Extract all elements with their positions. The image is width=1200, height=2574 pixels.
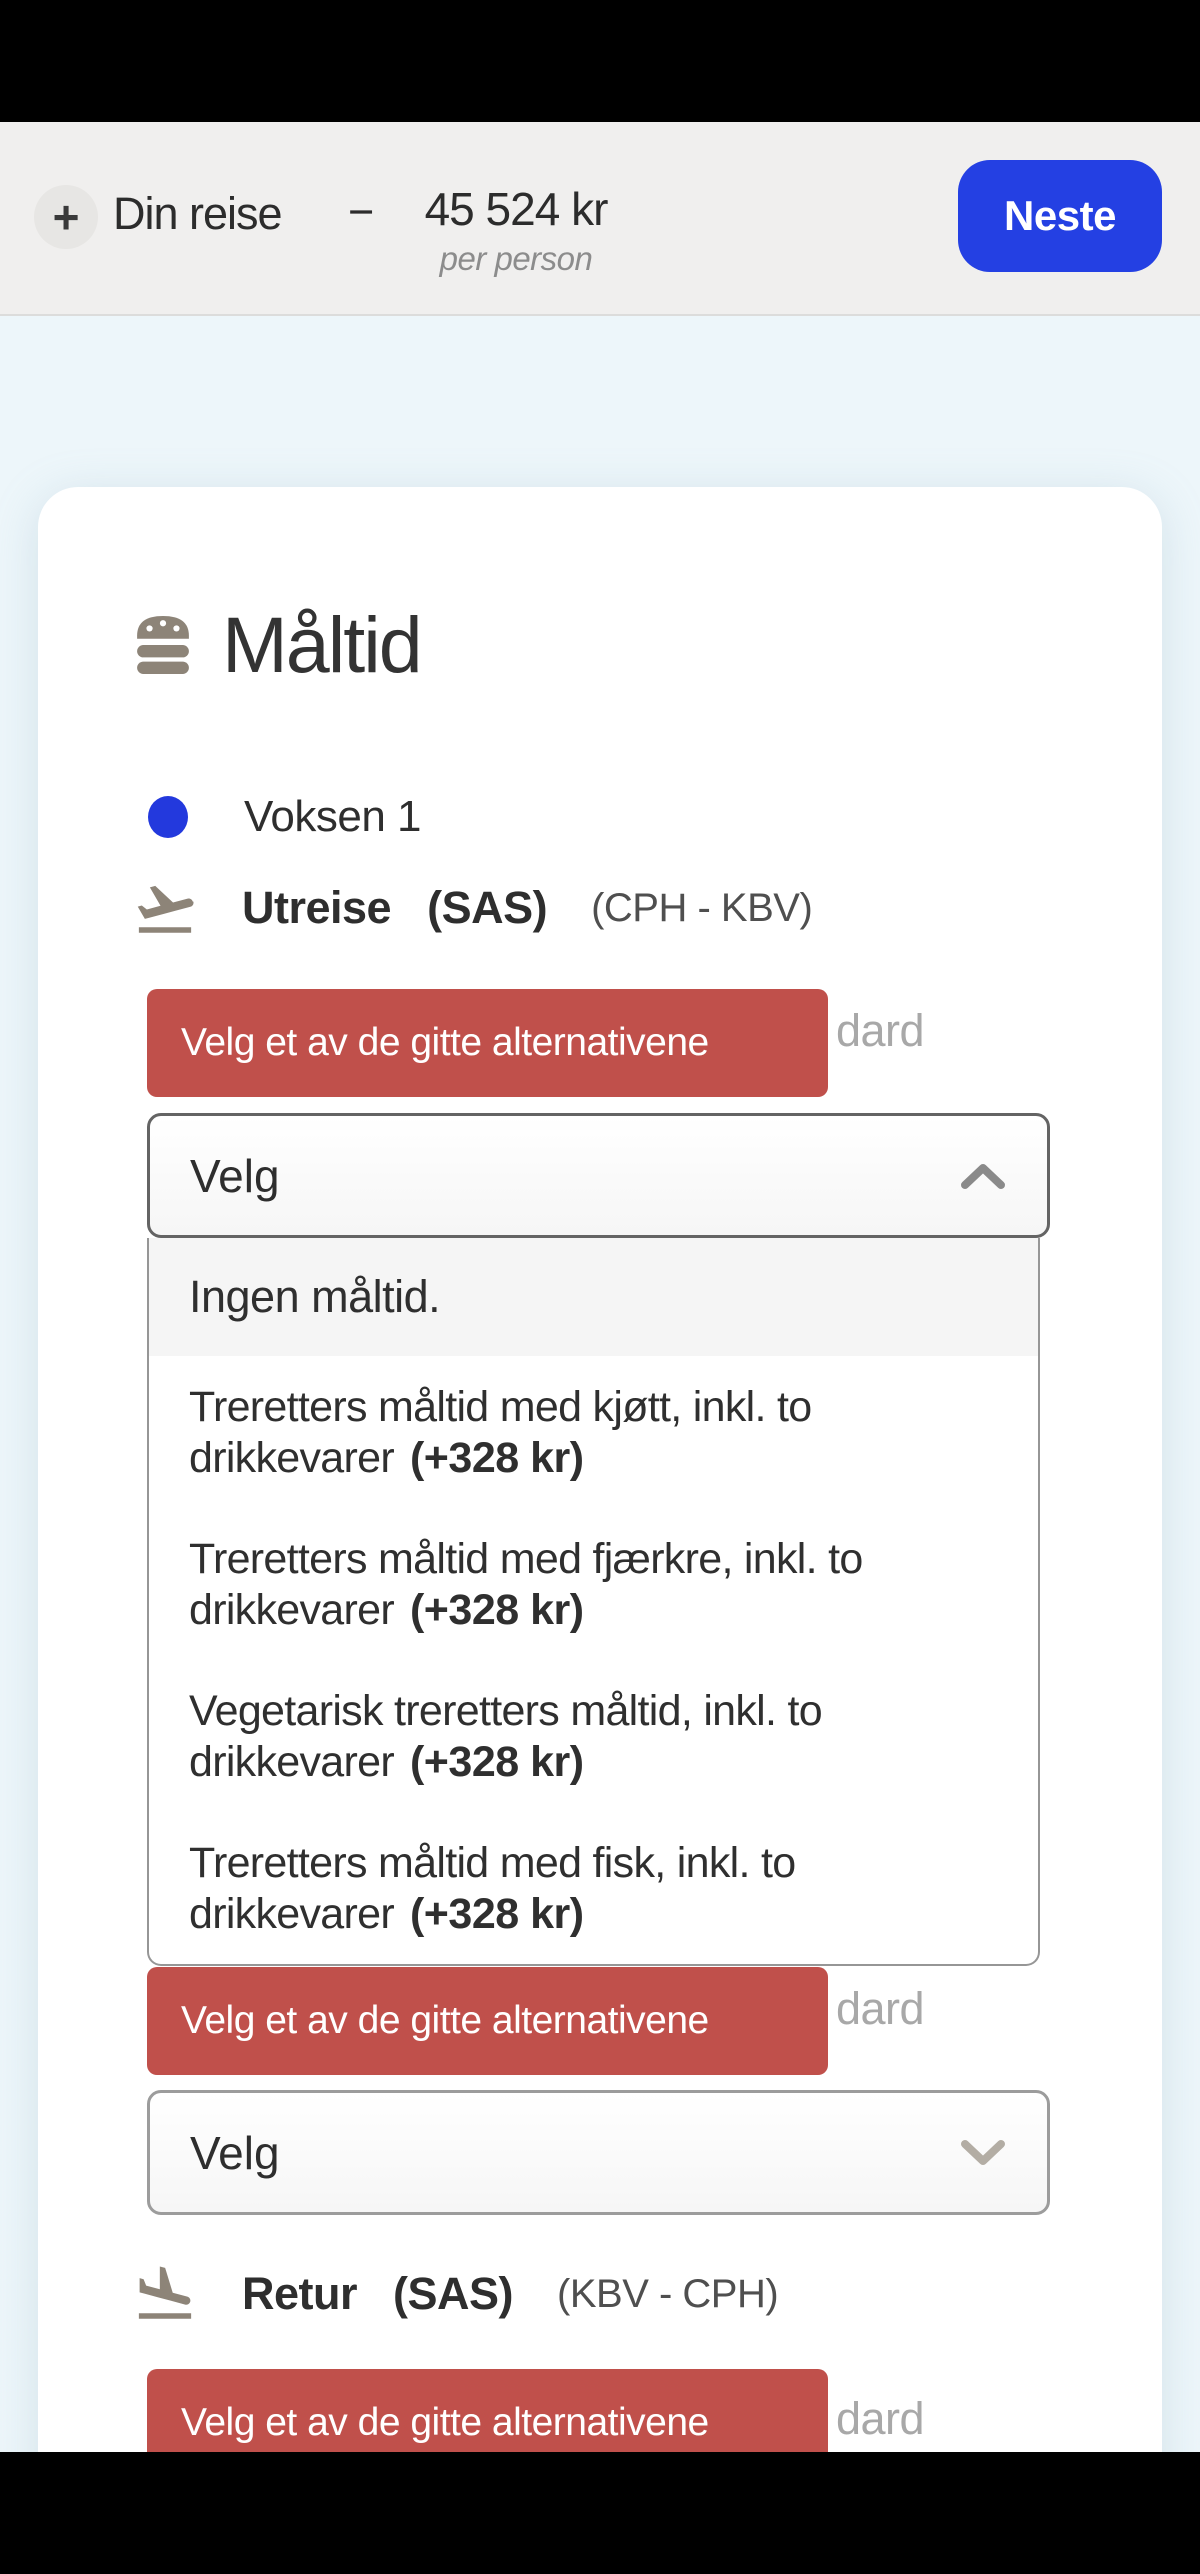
return-carrier: (SAS) [393, 2268, 514, 2319]
status-bar-top [0, 0, 1200, 122]
option-price: (+328 kr) [409, 1586, 584, 1634]
price-separator: − [348, 186, 375, 237]
trip-price-block [398, 182, 634, 278]
option-price: (+328 kr) [409, 1890, 584, 1938]
obscured-label-outbound-1: dard [836, 1005, 925, 1056]
return-label: Retur [242, 2268, 358, 2319]
option-line1: Vegetarisk treretters måltid, inkl. to [189, 1687, 822, 1735]
option-price: (+328 kr) [409, 1434, 584, 1482]
chevron-down-icon [959, 2138, 1007, 2168]
flight-landing-icon [132, 2261, 198, 2327]
return-route: (KBV - CPH) [557, 2271, 779, 2316]
select-value: Velg [190, 2126, 280, 2179]
passenger-bullet-icon [148, 796, 188, 838]
obscured-label-return-1: dard [836, 2393, 925, 2444]
chevron-up-icon [959, 1161, 1007, 1191]
trip-price: 45 524 kr [424, 183, 608, 235]
next-button-label: Neste [1004, 192, 1116, 239]
flight-takeoff-icon [132, 875, 198, 941]
passenger-row [148, 787, 421, 847]
meal-option-vegetarian[interactable] [149, 1660, 1038, 1812]
price-per-person-note: per person [439, 240, 593, 277]
meal-option-meat[interactable] [149, 1356, 1038, 1508]
option-line2: drikkevarer (+328 kr) [189, 1738, 584, 1786]
option-line2: drikkevarer (+328 kr) [189, 1434, 584, 1482]
error-badge-outbound-1: Velg et av de gitte alternativene [147, 989, 828, 1097]
burger-icon [134, 613, 192, 677]
status-bar-bottom [0, 2452, 1200, 2574]
option-line1: Treretters måltid med fisk, inkl. to [189, 1839, 796, 1887]
meal-option-poultry[interactable] [149, 1508, 1038, 1660]
outbound-label: Utreise [242, 882, 392, 933]
select-value: Velg [190, 1149, 280, 1202]
plus-icon: + [52, 191, 80, 243]
page-title: Måltid [222, 600, 421, 689]
meal-options-list [147, 1238, 1040, 1966]
passenger-label: Voksen 1 [244, 792, 422, 841]
option-line1: Treretters måltid med fjærkre, inkl. to [189, 1535, 863, 1583]
option-line2: drikkevarer (+328 kr) [189, 1586, 584, 1634]
meal-select-outbound-2[interactable] [147, 2090, 1050, 2215]
error-badge-return-1: Velg et av de gitte alternativene [147, 2369, 828, 2477]
outbound-heading [132, 872, 812, 944]
meal-title-row [134, 599, 421, 691]
option-line2: drikkevarer (+328 kr) [189, 1890, 584, 1938]
meal-card [38, 487, 1162, 2574]
trip-title: Din reise [113, 188, 282, 239]
option-line1: Treretters måltid med kjøtt, inkl. to [189, 1383, 812, 1431]
error-badge-outbound-2: Velg et av de gitte alternativene [147, 1967, 828, 2075]
meal-select-outbound-1[interactable] [147, 1113, 1050, 1238]
return-heading [132, 2258, 778, 2330]
outbound-carrier: (SAS) [427, 882, 548, 933]
meal-option-none[interactable]: Ingen måltid. [149, 1238, 1038, 1356]
next-button[interactable] [958, 160, 1162, 272]
meal-option-fish[interactable] [149, 1812, 1038, 1964]
expand-trip-button[interactable] [34, 185, 98, 249]
trip-summary-header [0, 122, 1200, 316]
obscured-label-outbound-2: dard [836, 1983, 925, 2034]
outbound-route: (CPH - KBV) [591, 885, 813, 930]
option-price: (+328 kr) [409, 1738, 584, 1786]
